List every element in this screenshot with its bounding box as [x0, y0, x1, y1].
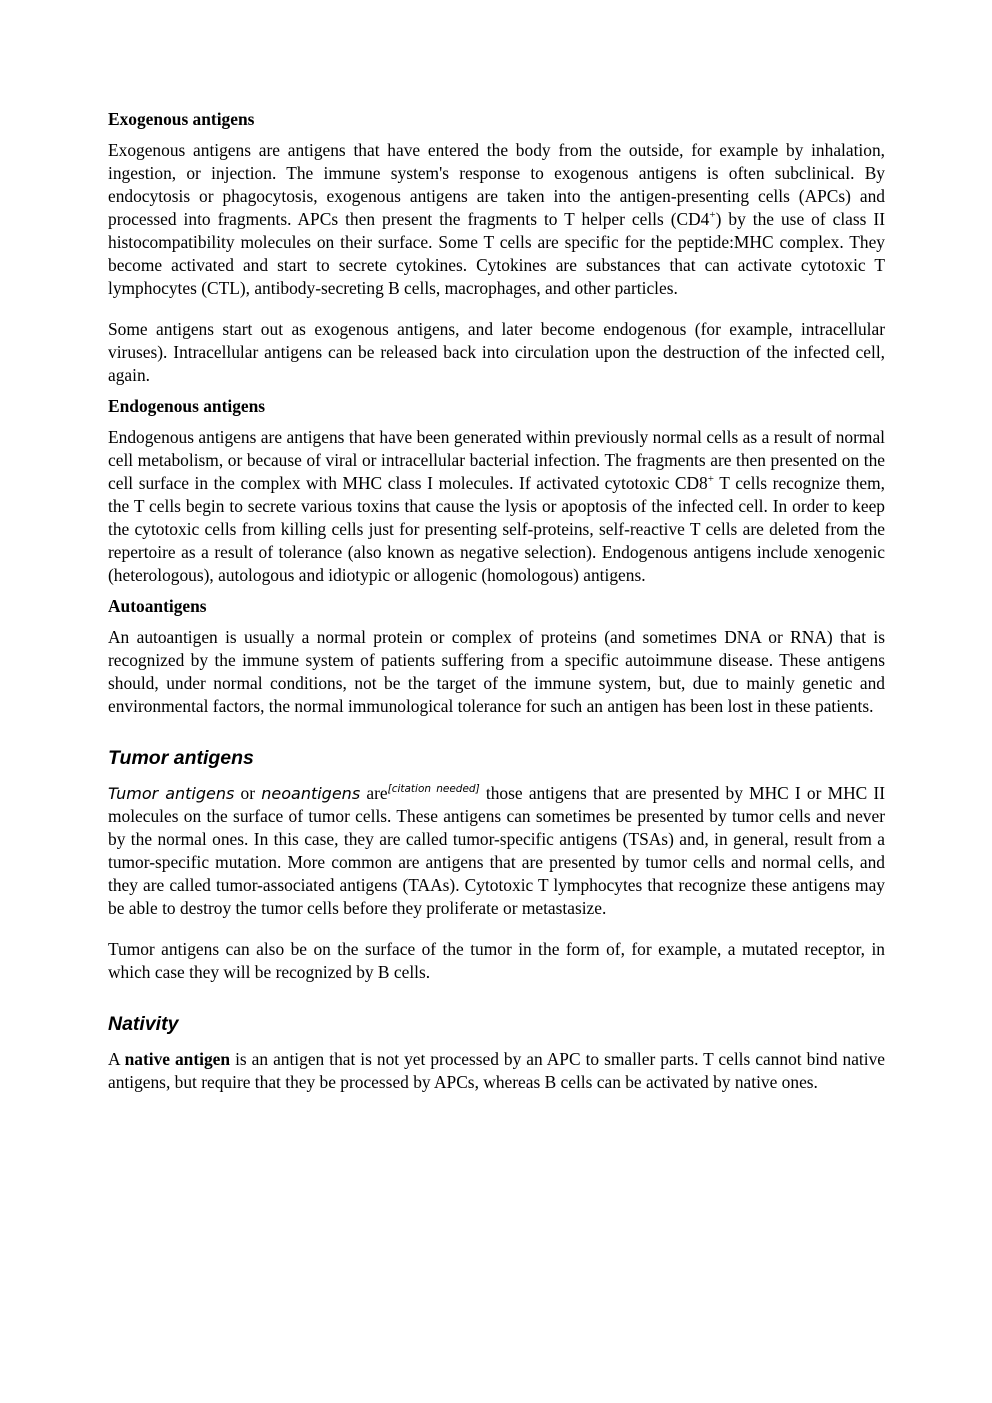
exogenous-paragraph-2: Some antigens start out as exogenous antigens, and later become endogenous (for example, intracellular viruses). Intracellular antigens can be released back into circulation upon the destruction of the infected cell, again.	[108, 319, 885, 385]
exogenous-heading: Exogenous antigens	[108, 109, 255, 129]
term-link[interactable]: neoantigens	[261, 784, 361, 803]
exogenous-paragraph-1: Exogenous antigens are antigens that have entered the body from the outside, for example by inhalation, ingestion, or injection. The immune system's response to exogenous antigens is often subclinical. By endocytosis or phagocytosis, exogenous antigens are taken into the antigen-presenting cells (APCs) and processed into fragments. APCs then present the fragments to T helper cells (CD4+) by the use of class II histocompatibility molecules on their surface. Some T cells are specific for the peptide:MHC complex. They become activated and start to secrete cytokines. Cytokines are substances that can activate cytotoxic T lymphocytes (CTL), antibody-secreting B cells, macrophages, and other particles.	[108, 140, 885, 298]
document-page	[108, 108, 885, 1094]
term-link[interactable]: Tumor antigens	[108, 784, 235, 803]
autoantigens-heading: Autoantigens	[108, 596, 207, 616]
nativity-paragraph: A native antigen is an antigen that is not yet processed by an APC to smaller parts. T cells cannot bind native antigens, but require that they be processed by APCs, whereas B cells can be activated by native ones.	[108, 1049, 885, 1092]
endogenous-paragraph: Endogenous antigens are antigens that have been generated within previously normal cells as a result of normal cell metabolism, or because of viral or intracellular bacterial infection. The fragments are then presented on the cell surface in the complex with MHC class I molecules. If activated cytotoxic CD8+ T cells recognize them, the T cells begin to secrete various toxins that cause the lysis or apoptosis of the infected cell. In order to keep the cytotoxic cells from killing cells just for presenting self-proteins, self-reactive T cells are deleted from the repertoire as a result of tolerance (also known as negative selection). Endogenous antigens include xenogenic (heterologous), autologous and idiotypic or allogenic (homologous) antigens.	[108, 427, 885, 585]
autoantigens-paragraph: An autoantigen is usually a normal protein or complex of proteins (and sometimes DNA or RNA) that is recognized by the immune system of patients suffering from a specific autoimmune disease. These antigens should, under normal conditions, not be the target of the immune system, but, due to mainly genetic and environmental factors, the normal immunological tolerance for such an antigen has been lost in these patients.	[108, 627, 885, 716]
citation-needed-note[interactable]: [citation needed]	[387, 783, 480, 795]
bold-term: native antigen	[124, 1049, 231, 1069]
tumor-paragraph-1: Tumor antigens or neoantigens are[citation needed] those antigens that are presented by MHC I or MHC II molecules on the surface of tumor cells. These antigens can sometimes be presented by tumor cells and never by the normal ones. In this case, they are called tumor-specific antigens (TSAs) and, in general, result from a tumor-specific mutation. More common are antigens that are presented by tumor cells and normal cells, and they are called tumor-associated antigens (TAAs). Cytotoxic T lymphocytes that recognize these antigens may be able to destroy the tumor cells before they proliferate or metastasize.	[108, 783, 886, 918]
tumor-antigens-heading: Tumor antigens	[108, 747, 254, 769]
nativity-heading: Nativity	[108, 1013, 179, 1035]
superscript: +	[707, 473, 714, 485]
endogenous-heading: Endogenous antigens	[108, 396, 266, 416]
tumor-paragraph-2: Tumor antigens can also be on the surface of the tumor in the form of, for example, a mutated receptor, in which case they will be recognized by B cells.	[108, 939, 885, 982]
superscript: +	[709, 209, 716, 221]
